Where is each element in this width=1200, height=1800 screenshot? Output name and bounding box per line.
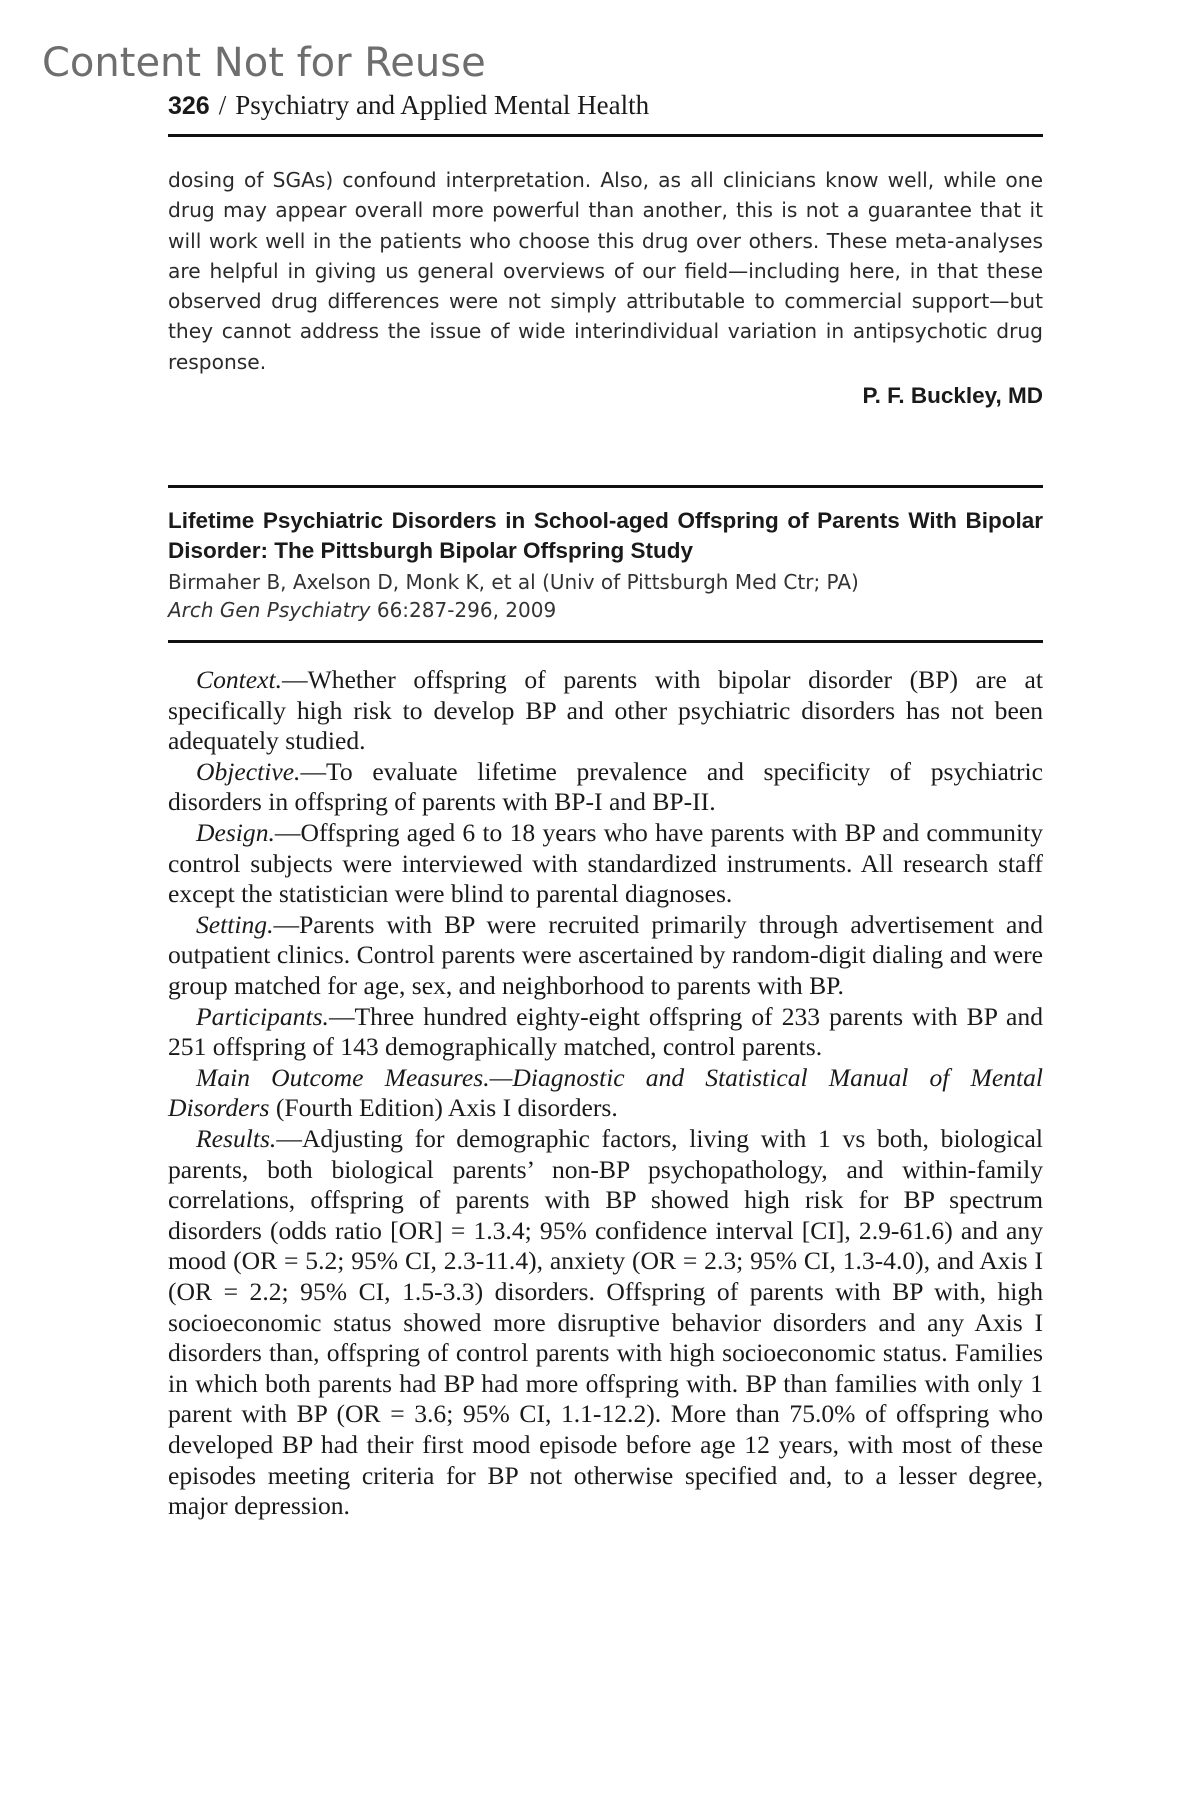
journal-abbrev: Arch Gen Psychiatry [168,598,371,623]
continued-commentary: dosing of SGAs) confound interpretation. Also, as all clinicians know well, while one drug may appear overall more powerful than another, this is not a guarantee that it will work well in the patients who choose this drug over others. These meta-analyses are helpful in giving us general overviews of our field—including here, in that these observed drug differences were not simply attributable to commercial support—but they cannot address the issue of wide interindividual variation in antipsychotic drug response. [168,168,1043,374]
design-label: Design. [196,818,275,848]
outcome-text: (Fourth Edition) Axis I disorders. [269,1093,618,1123]
participants-text: —Three hundred eighty-eight offspring of 233 parents with BP and 251 offspring of 143 demographically matched, control parents. [168,1001,1043,1062]
objective-label: Objective. [196,756,301,786]
results-label: Results. [196,1123,277,1153]
outcome-label: Main Outcome Measures.—Diagnostic and Statistical Manual of Mental Disorders [168,1062,1043,1123]
journal-title: Psychiatry and Applied Mental Health [235,90,650,120]
article-header [168,485,1043,643]
setting-label: Setting. [196,909,274,939]
article-citation [168,596,1043,624]
volume-pages-year: 66:287-296, 2009 [370,598,557,623]
context-label: Context. [196,665,283,695]
abstract-results [168,1124,1043,1522]
abstract-context [168,665,1043,757]
results-text: —Adjusting for demographic factors, living with 1 vs both, biological parents, both biological parents’ non-BP psychopathology, and within-family correlations, offspring of parents with BP showed high risk for BP spectrum disorders (odds ratio [OR] = 1.3.4; 95% confidence interval [CI], 2.9-61.6) and any mood (OR = 5.2; 95% CI, 2.3-11.4), anxiety (OR = 2.3; 95% CI, 1.3-4.0), and Axis I (OR = 2.2; 95% CI, 1.5-3.3) disorders. Offspring of parents with BP with, high socioeconomic status showed more disruptive behavior disorders and any Axis I disorders than, offspring of control parents with high socioeconomic status. Families in which both parents had BP had more offspring with. BP than families with only 1 parent with BP (OR = 3.6; 95% CI, 1.1-12.2). More than 75.0% of offspring who developed BP had their first mood episode before age 12 years, with most of these episodes meeting criteria for BP not otherwise specified and, to a lesser degree, major depression. [168,1123,1043,1521]
abstract-participants [168,1002,1043,1063]
abstract-design [168,818,1043,910]
running-head-separator: / [218,90,227,120]
context-text: —Whether offspring of parents with bipolar disorder (BP) are at specifically high risk to develop BP and other psychiatric disorders has not been adequately studied. [168,665,1043,756]
page-number: 326 [168,92,210,120]
abstract-outcome [168,1063,1043,1124]
running-head [168,90,1043,137]
abstract [168,665,1043,1522]
abstract-setting [168,910,1043,1002]
design-text: —Offspring aged 6 to 18 years who have parents with BP and community control subjects were interviewed with standardized instruments. All research staff except the statistician were blind to parental diagnoses. [168,818,1043,909]
article-title: Lifetime Psychiatric Disorders in School-aged Offspring of Parents With Bipolar Disorder: The Pittsburgh Bipolar Offspring Study [168,508,1043,564]
watermark: Content Not for Reuse [42,40,486,86]
participants-label: Participants. [196,1001,329,1031]
commentary-signature: P. F. Buckley, MD [862,383,1043,409]
objective-text: —To evaluate lifetime prevalence and specificity of psychiatric disorders in offspring of parents with BP-I and BP-II. [168,756,1043,817]
setting-text: —Parents with BP were recruited primarily through advertisement and outpatient clinics. Control parents were ascertained by random-digit dialing and were group matched for age, sex, and neighborhood to parents with BP. [168,909,1043,1001]
page [168,90,1043,1522]
abstract-objective [168,757,1043,818]
article-authors: Birmaher B, Axelson D, Monk K, et al (Univ of Pittsburgh Med Ctr; PA) [168,570,859,595]
